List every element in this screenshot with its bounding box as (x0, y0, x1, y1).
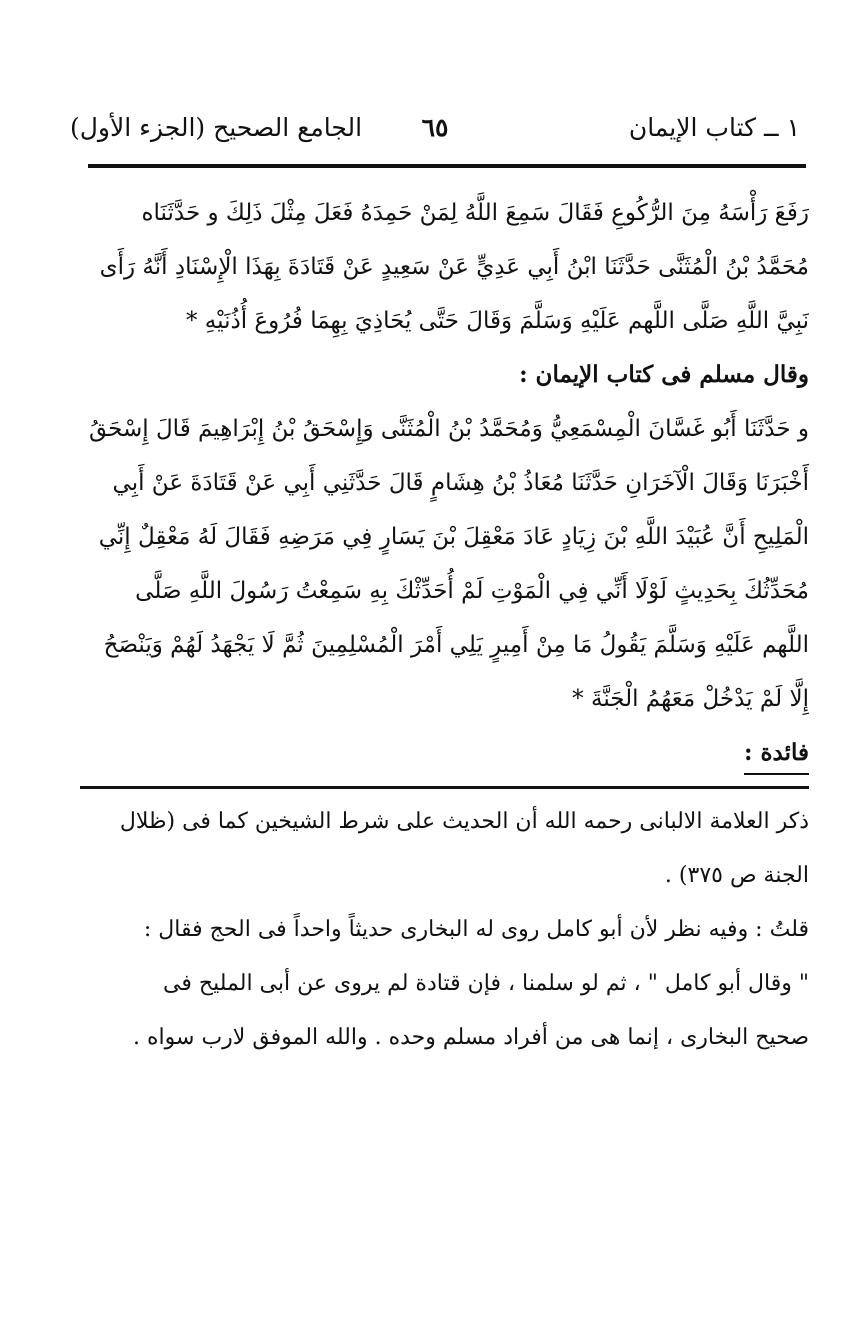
note-line: قلتُ : وفيه نظر لأن أبو كامل روى له البخارى حديثاً واحداً فى الحج فقال : (143, 917, 809, 942)
text-line: مُحَدِّثُكَ بِحَدِيثٍ لَوْلَا أَنِّي فِي الْمَوْتِ لَمْ أُحَدِّثْكَ بِهِ سَمِعْتُ رَسُولَ اللَّهِ صَلَّى (135, 578, 809, 604)
text-line: اللَّهم عَلَيْهِ وَسَلَّمَ يَقُولُ مَا مِنْ أَمِيرٍ يَلِي أَمْرَ الْمُسْلِمِينَ ثُمَّ لَا يَجْهَدُ لَهُمْ وَيَنْصَحُ (103, 632, 809, 658)
section-heading: وقال مسلم فى كتاب الإيمان : (519, 361, 809, 388)
chapter-title: ١ ــ كتاب الإيمان (628, 113, 800, 142)
note-line: ذكر العلامة الالبانى رحمه الله أن الحديث على شرط الشيخين كما فى (ظلال (119, 809, 809, 834)
page-number: ٦٥ (421, 113, 449, 142)
book-title: الجامع الصحيح (الجزء الأول) (70, 113, 363, 142)
text-line: و حَدَّثَنَا أَبُو غَسَّانَ الْمِسْمَعِيُّ وَمُحَمَّدُ بْنُ الْمُثَنَّى وَإِسْحَقُ بْنُ إِبْرَاهِيمَ قَالَ إِسْحَقُ (88, 416, 809, 442)
note-heading-row (80, 726, 809, 780)
note-line: صحيح البخارى ، إنما هى من أفراد مسلم وحده . والله الموفق لارب سواه . (133, 1025, 809, 1050)
note-heading: فائدة : (744, 733, 809, 775)
text-line: إِلَّا لَمْ يَدْخُلْ مَعَهُمُ الْجَنَّةَ * (572, 686, 809, 712)
text-line: نَبِيَّ اللَّهِ صَلَّى اللَّهم عَلَيْهِ وَسَلَّمَ وَقَالَ حَتَّى يُحَاذِيَ بِهِمَا فُرُوعَ أُذُنَيْهِ * (185, 308, 809, 334)
note-line: " وقال أبو كامل " ، ثم لو سلمنا ، فإن قتادة لم يروى عن أبى المليح فى (163, 971, 809, 996)
note-line: الجنة ص ٣٧٥) . (664, 863, 809, 888)
text-line: مُحَمَّدُ بْنُ الْمُثَنَّى حَدَّثَنَا ابْنُ أَبِي عَدِيٍّ عَنْ سَعِيدٍ عَنْ قَتَادَةَ بِهَذَا الْإِسْنَادِ أَنَّهُ رَأَى (99, 254, 809, 280)
note-divider (80, 786, 809, 789)
header-rule (88, 164, 806, 168)
page-body (80, 186, 809, 1061)
text-line: أَخْبَرَنَا وَقَالَ الْآخَرَانِ حَدَّثَنَا مُعَاذُ بْنُ هِشَامٍ قَالَ حَدَّثَنِي أَبِي عَنْ قَتَادَةَ عَنْ أَبِي (112, 470, 809, 496)
text-line: الْمَلِيحِ أَنَّ عُبَيْدَ اللَّهِ بْنَ زِيَادٍ عَادَ مَعْقِلَ بْنَ يَسَارٍ فِي مَرَضِهِ فَقَالَ لَهُ مَعْقِلٌ إِنِّي (98, 524, 809, 550)
page-header (70, 108, 800, 152)
text-line: رَفَعَ رَأْسَهُ مِنَ الرُّكُوعِ فَقَالَ سَمِعَ اللَّهُ لِمَنْ حَمِدَهُ فَعَلَ مِثْلَ ذَلِكَ و حَدَّثَنَاه (141, 200, 809, 226)
